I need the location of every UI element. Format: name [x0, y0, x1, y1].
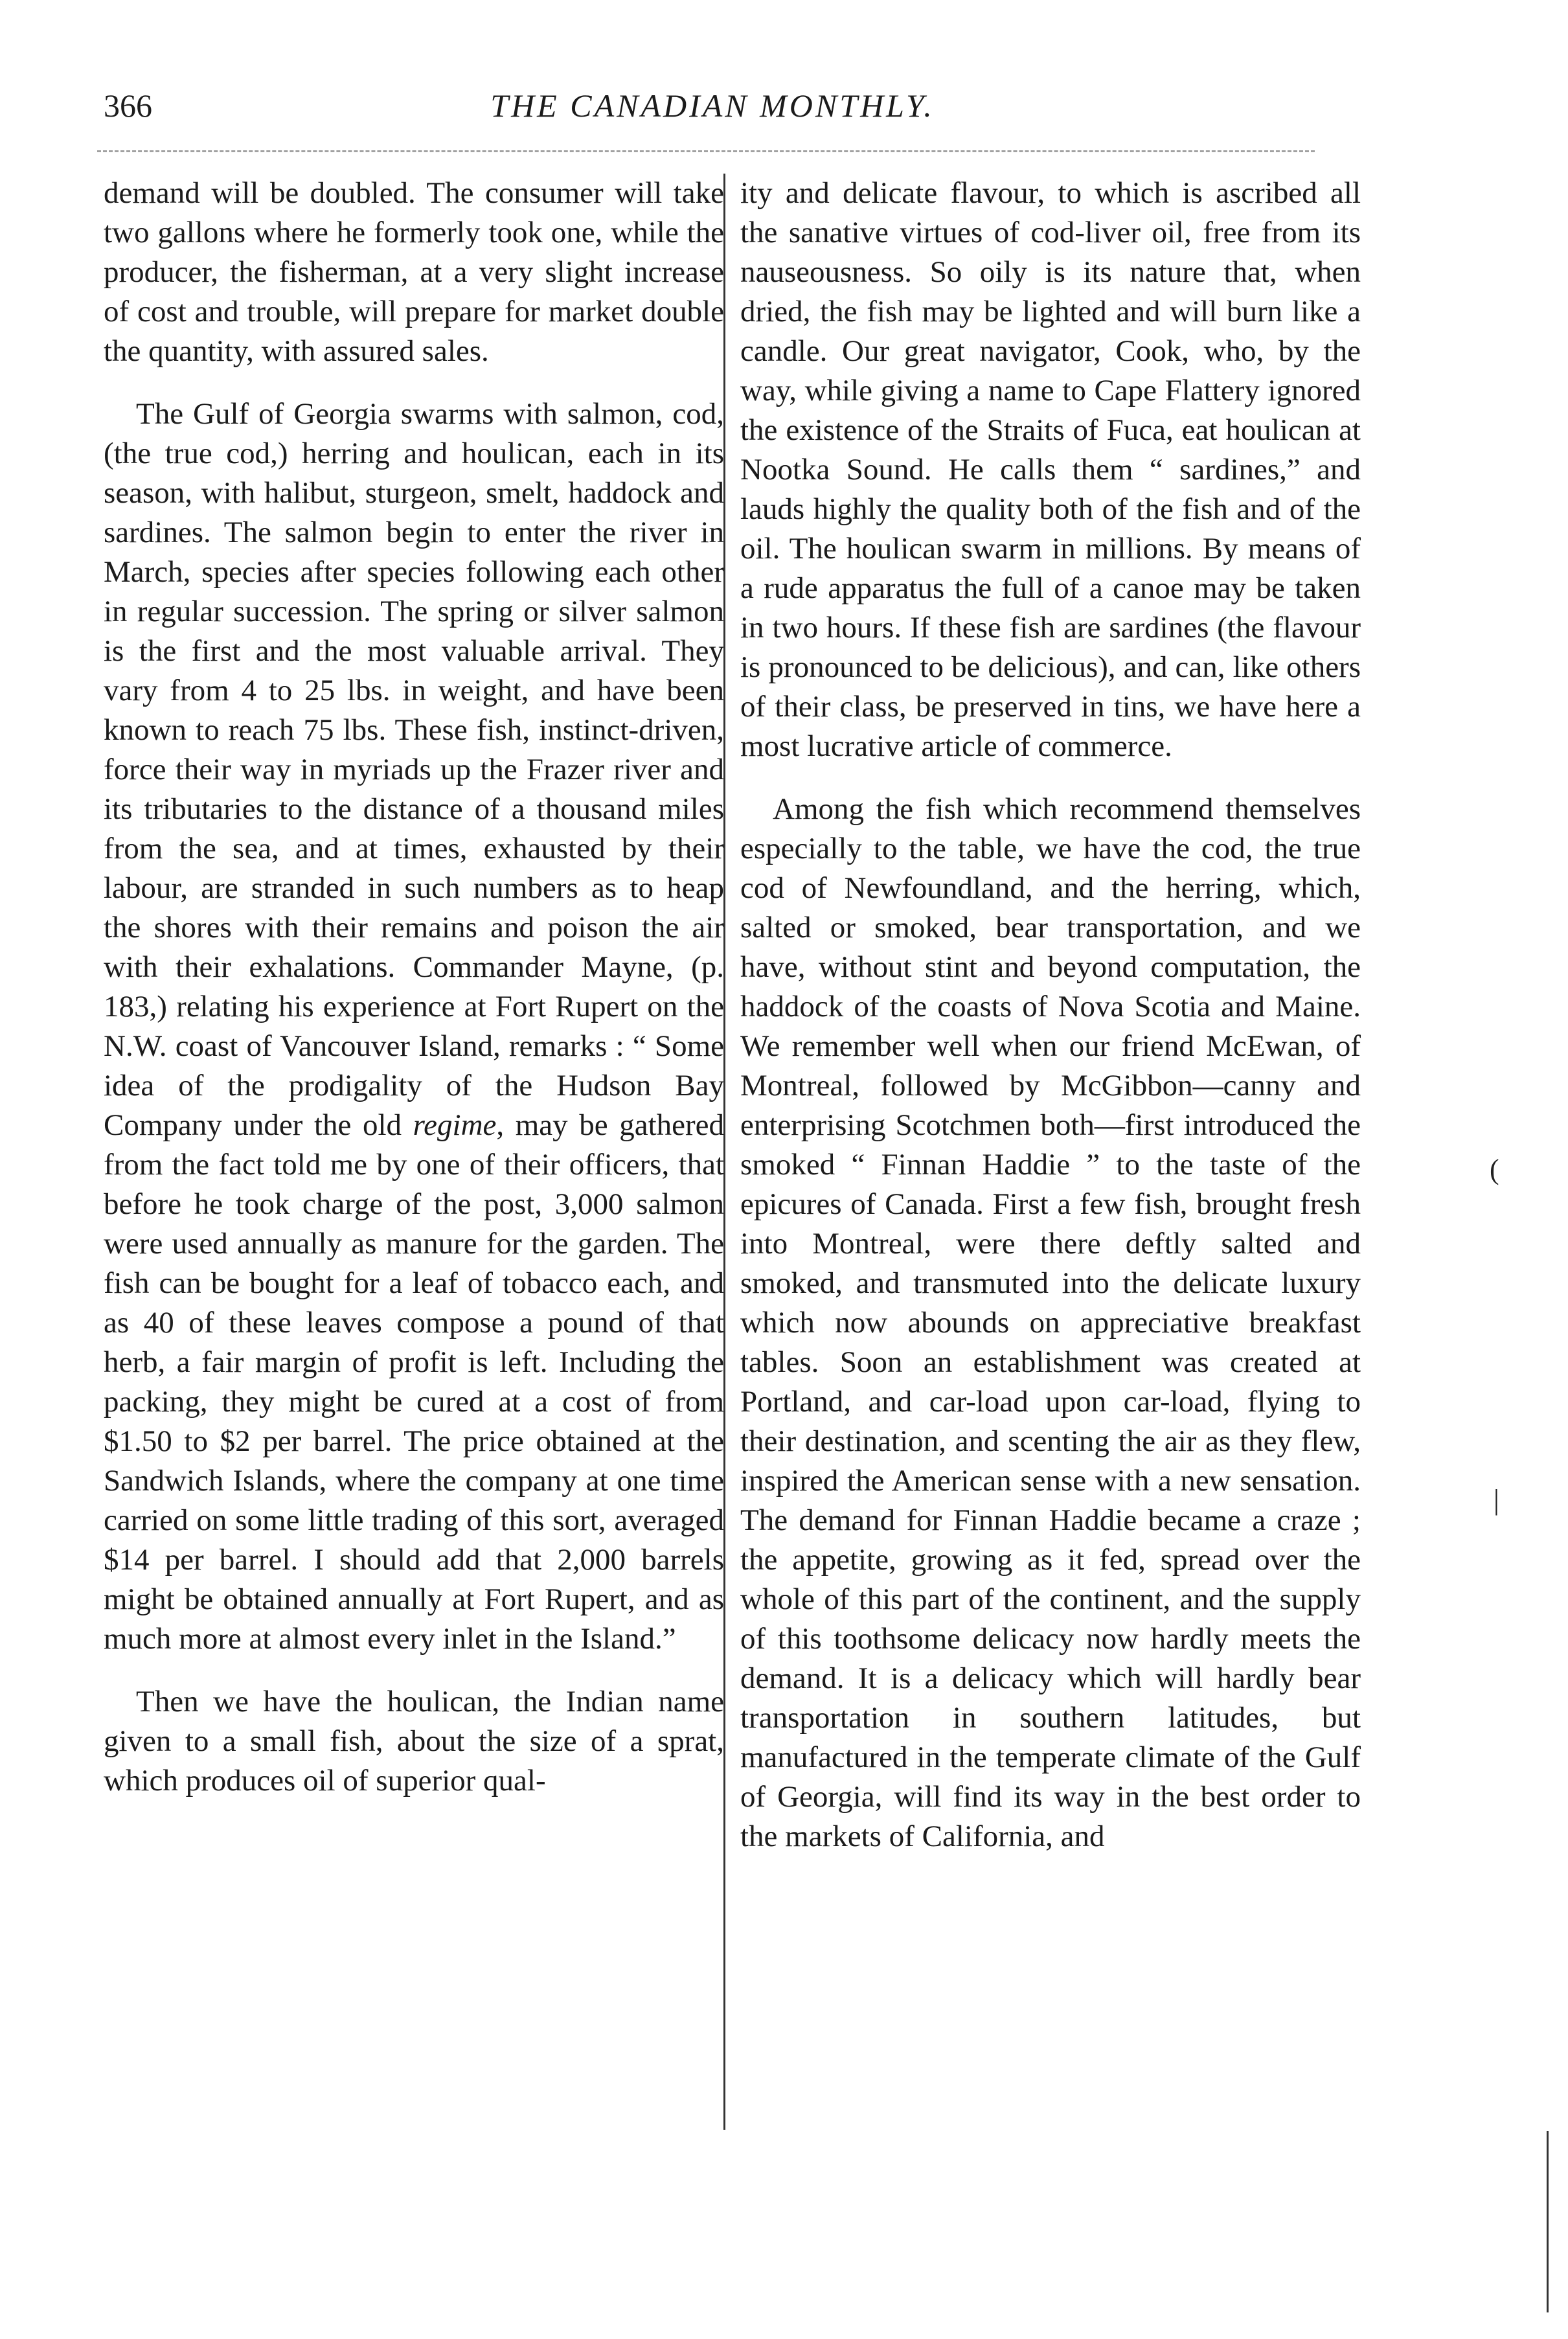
paragraph: Among the fish which recommend themselves especially to the table, we have the cod, the true cod of Newfoundland, and the herring, which, salted or smoked, bear transportation, and we have, without stint and beyond computation, the haddock of the coasts of Nova Scotia and Maine. We remember well when our friend McEwan, of Montreal, followed by McGibbon—canny and enterprising Scotchmen both—first introduced the smoked “ Finnan Haddie ” to the taste of the epicures of Canada. First a few fish, brought fresh into Montreal, were there deftly salted and smoked, and transmuted into the delicate luxury which now abounds on appreciative breakfast tables. Soon an establishment was created at Portland, and car-load upon car-load, flying to their destination, and scenting the air as they flew, inspired the American sense with a new sensation. The demand for Finnan Haddie became a craze ; the appetite, growing as it fed, spread over the whole of this part of the continent, and the supply of this toothsome delicacy now hardly meets the demand. It is a delicacy which will hardly bear transportation in southern latitudes, but manufactured in the temperate climate of the Gulf of Georgia, will find its way in the best order to the markets of California, and: [740, 792, 1361, 1853]
paragraph: demand will be doubled. The consumer will take two gallons where he formerly took one, while the producer, the fisherman, at a very slight increase of cost and trouble, will prepare for market double the quantity, with assured sales.: [104, 176, 724, 368]
header-rule: [97, 150, 1315, 152]
paragraph: ity and delicate flavour, to which is ascribed all the sanative virtues of cod-liver oil, free from its nauseousness. So oily is its nature that, when dried, the fish may be lighted and will burn like a candle. Our great navigator, Cook, who, by the way, while giving a name to Cape Flattery ignored the existence of the Straits of Fuca, eat houlican at Nootka Sound. He calls them “ sardines,” and lauds highly the quality both of the fish and of the oil. The houlican swarm in millions. By means of a rude apparatus the full of a canoe may be taken in two hours. If these fish are sardines (the flavour is pronounced to be delicious), and can, like others of their class, be preserved in tins, we have here a most lucrative article of commerce.: [740, 176, 1361, 763]
paragraph: Then we have the houlican, the Indian name given to a small fish, about the size of a sprat, which produces oil of superior qual-: [104, 1685, 724, 1797]
right-column: [740, 174, 1361, 1880]
paragraph-text: The Gulf of Georgia swarms with salmon, cod, (the true cod,) herring and houlican, each in its season, with halibut, sturgeon, smelt, haddock and sardines. The salmon begin to enter the river in March, species after species following each other in regular succession. The spring or silver salmon is the first and the most valuable arrival. They vary from 4 to 25 lbs. in weight, and have been known to reach 75 lbs. These fish, instinct-driven, force their way in myriads up the Frazer river and its tributaries to the distance of a thousand miles from the sea, and at times, exhausted by their labour, are stranded in such numbers as to heap the shores with their remains and poison the air with their exhalations. Commander Mayne, (p. 183,) relating his experience at Fort Rupert on the N.W. coast of Vancouver Island, remarks : “ Some idea of the prodigality of the Hudson Bay Company under the old: [104, 397, 724, 1142]
italic-word: regime: [413, 1108, 497, 1142]
page-edge-line: [1547, 2131, 1549, 2312]
paragraph: [104, 394, 724, 1659]
margin-mark: |: [1494, 1484, 1499, 1516]
running-title: THE CANADIAN MONTHLY.: [490, 87, 935, 124]
column-divider: [723, 174, 725, 2130]
page-header: [104, 83, 1321, 141]
paragraph-text: , may be gathered from the fact told me by one of their officers, that before he took charge of the post, 3,000 salmon were used annually as manure for the garden. The fish can be bought for a leaf of tobacco each, and as 40 of these leaves compose a pound of that herb, a fair margin of profit is left. Including the packing, they might be cured at a cost of from $1.50 to $2 per barrel. The price obtained at the Sandwich Islands, where the company at one time carried on some little trading of this sort, averaged $14 per barrel. I should add that 2,000 barrels might be obtained annually at Fort Rupert, and as much more at almost every inlet in the Island.”: [104, 1108, 724, 1656]
margin-mark: (: [1490, 1154, 1499, 1185]
page-number: 366: [104, 87, 152, 124]
left-column: [104, 174, 724, 1824]
